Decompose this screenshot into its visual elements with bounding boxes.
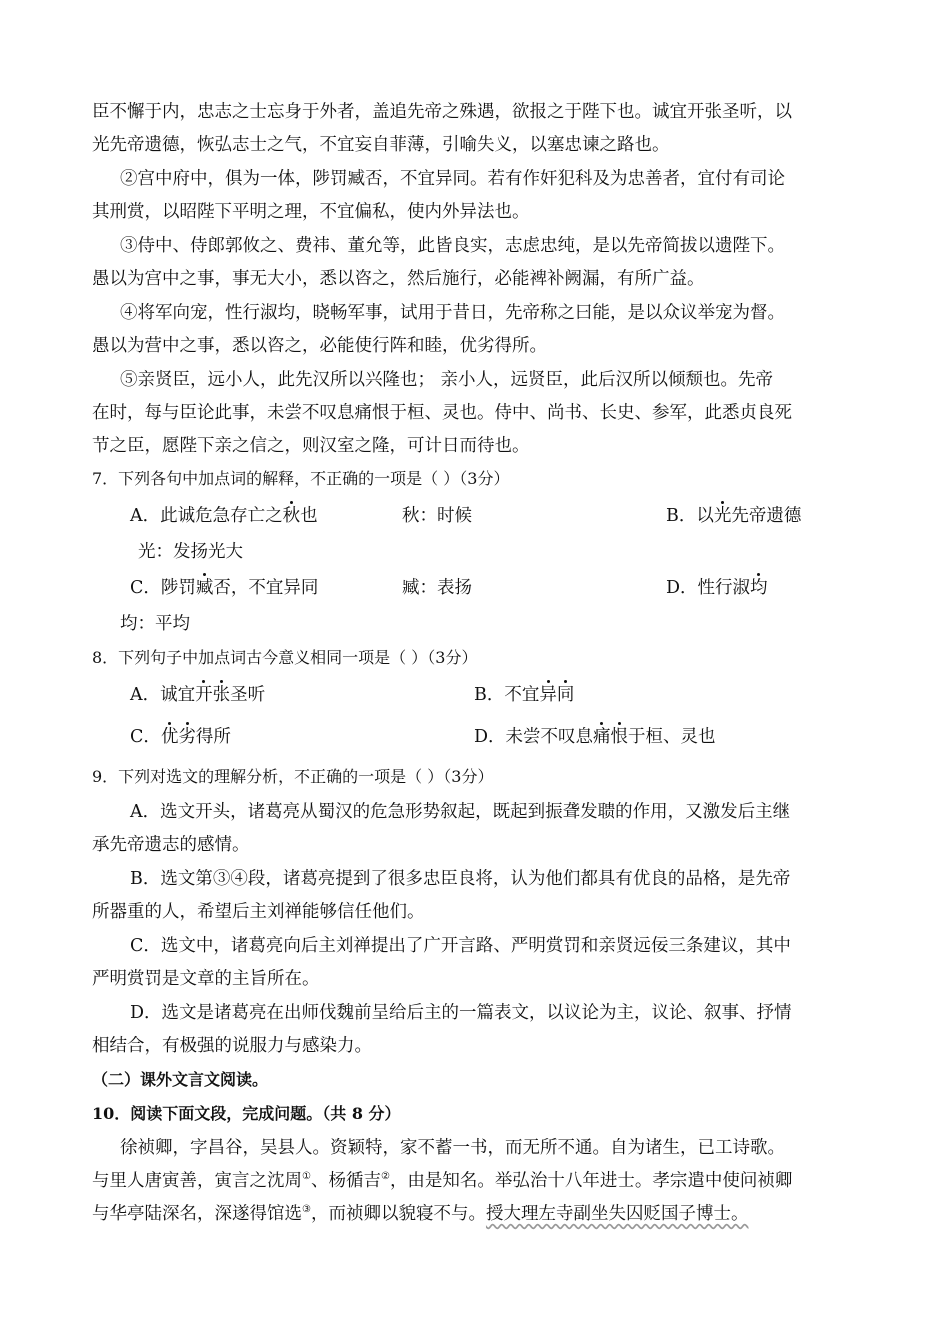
q10-passage-line [92,1169,792,1193]
q9-option-b-line: B．选文第③④段，诸葛亮提到了很多忠臣良将，认为他们都具有优良的品格，是先帝 [130,869,791,889]
passage-text: ，而祯卿以貌寝不与。 [310,1204,486,1224]
q7-option-d-gloss: 均：平均 [120,614,190,634]
option-text: 此诚危急存亡之 [160,506,283,526]
passage-line: 愚以为营中之事，悉以咨之，必能使行阵和睦，优劣得所。 [92,336,547,356]
q9-option-a-line: 承先帝遗志的感情。 [92,835,250,855]
q7-option-d [666,576,768,600]
passage-line: ⑤亲贤臣，远小人，此先汉所以兴隆也； 亲小人，远贤臣，此后汉所以倾颓也。先帝 [120,370,774,390]
wavy-underlined-sentence: 授大理左寺副坐失囚贬国子博士。 [485,1204,749,1224]
option-text: 先帝遗德 [731,506,802,526]
passage-text: 与里人唐寅善，寅言之沈周 [92,1171,302,1191]
dotted-character: 恨 [610,727,629,747]
passage-text: ，由是知名。举弘治十八年进士。孝宗遣中使问祯卿 [389,1171,793,1191]
option-text: 否，不宜异同 [213,578,319,598]
option-text: 陟罚 [160,578,196,598]
dotted-character: 张 [212,685,231,705]
option-label: C． [130,578,161,598]
q8-option-c [130,725,231,749]
q9-option-c-line: 严明赏罚是文章的主旨所在。 [92,969,320,989]
option-text: 圣听 [230,685,266,705]
option-label: A． [130,685,161,705]
option-label: D． [666,578,698,598]
passage-line: 节之臣，愿陛下亲之信之，则汉室之隆，可计日而待也。 [92,436,530,456]
passage-text: 、杨循吉 [310,1171,381,1191]
q10-passage-line: 徐祯卿，字昌谷，吴县人。资颖特，家不蓄一书，而无所不通。自为诸生，已工诗歌。 [120,1138,785,1158]
dotted-character: 劣 [178,727,196,747]
question-10-stem: 10．阅读下面文段，完成问题。（共 8 分） [92,1104,401,1123]
q9-option-d-line: 相结合，有极强的说服力与感染力。 [92,1036,372,1056]
option-text: 以 [696,506,714,526]
question-8-stem: 8．下列句子中加点词古今意义相同一项是（ ）（3分） [92,648,478,667]
dotted-character: 秋 [282,506,301,526]
question-9-stem: 9．下列对选文的理解分析，不正确的一项是（ ）（3分） [92,767,494,786]
question-7-stem: 7．下列各句中加点词的解释，不正确的一项是（ ）（3分） [92,469,510,488]
q7-option-a-gloss: 秋：时候 [402,506,472,526]
option-label: B． [474,685,505,705]
q9-option-c-line: C．选文中，诸葛亮向后主刘禅提出了广开言路、严明赏罚和亲贤远佞三条建议，其中 [130,936,791,956]
passage-line: 其刑赏，以昭陛下平明之理，不宜偏私，使内外异法也。 [92,202,530,222]
footnote-marker: ① [302,1171,311,1183]
q7-option-c [130,576,318,600]
option-text: 也 [300,506,318,526]
q10-passage-line [92,1202,748,1226]
option-text: 得所 [195,727,231,747]
passage-line: ③侍中、侍郎郭攸之、费祎、董允等，此皆良实，志虑忠纯，是以先帝简拔以遗陛下。 [120,236,785,256]
option-text: 诚宜 [160,685,196,705]
q7-option-b-gloss: 光：发扬光大 [138,542,243,562]
q9-option-a-line: A．选文开头，诸葛亮从蜀汉的危急形势叙起，既起到振聋发聩的作用，又激发后主继 [130,802,791,822]
dotted-character: 均 [750,578,768,598]
option-text: 性行淑 [697,578,751,598]
dotted-character: 开 [195,685,213,705]
option-label: B． [666,506,697,526]
q7-option-b [666,504,801,528]
passage-line: 愚以为宫中之事，事无大小，悉以咨之，然后施行，必能裨补阙漏，有所广益。 [92,269,705,289]
q7-option-c-gloss: 臧：表扬 [402,578,472,598]
q9-option-b-line: 所器重的人，希望后主刘禅能够信任他们。 [92,902,425,922]
q9-option-d-line: D．选文是诸葛亮在出师伐魏前呈给后主的一篇表文，以议论为主，议论、叙事、抒情 [130,1003,792,1023]
passage-line: 臣不懈于内，忠志之士忘身于外者，盖追先帝之殊遇，欲报之于陛下也。诚宜开张圣听，以 [92,102,792,122]
option-label: A． [130,506,161,526]
passage-text: 与华亭陆深名，深遂得馆选 [92,1204,302,1224]
dotted-character: 优 [160,727,179,747]
section-heading: （二）课外文言文阅读。 [92,1070,269,1089]
option-label: D． [474,727,506,747]
option-text: 于桓、灵也 [628,727,716,747]
footnote-marker: ② [380,1171,390,1183]
footnote-marker: ③ [302,1204,311,1216]
passage-line: 光先帝遗德，恢弘志士之气，不宜妄自菲薄，引喻失义，以塞忠谏之路也。 [92,135,670,155]
q8-option-d [474,725,716,749]
dotted-character: 痛 [593,727,611,747]
passage-line: ②宫中府中，俱为一体，陟罚臧否，不宜异同。若有作奸犯科及为忠善者，宜付有司论 [120,169,785,189]
q7-option-a [130,504,318,528]
passage-line: 在时，每与臣论此事，未尝不叹息痛恨于桓、灵也。侍中、尚书、长史、参军，此悉贞良死 [92,403,792,423]
dotted-character: 异 [539,685,557,705]
dotted-character: 同 [556,685,575,705]
q8-option-a [130,683,265,707]
option-text: 未尝不叹息 [505,727,594,747]
dotted-character: 光 [713,506,732,526]
option-label: C． [130,727,161,747]
option-text: 不宜 [504,685,540,705]
q8-option-b [474,683,574,707]
dotted-character: 臧 [195,578,214,598]
passage-line: ④将军向宠，性行淑均，晓畅军事，试用于昔日，先帝称之曰能，是以众议举宠为督。 [120,303,785,323]
